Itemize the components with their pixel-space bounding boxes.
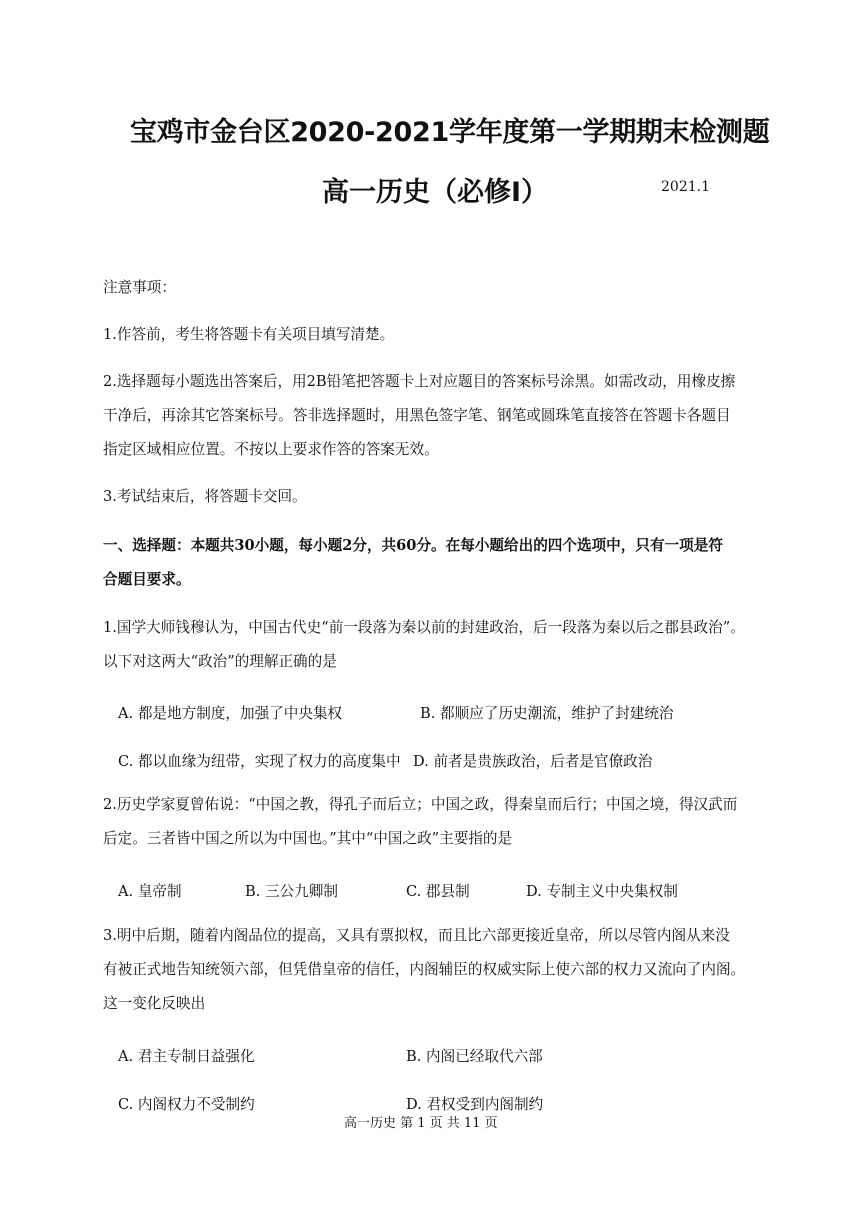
option-d: D. 前者是贵族政治，后者是官僚政治	[413, 753, 653, 770]
question-stem: 2.历史学家夏曾佑说：“中国之教，得孔子而后立；中国之政，得秦皇而后行；中国之境，得汉武而	[103, 796, 738, 813]
option-a: A. 皇帝制	[118, 883, 182, 900]
option-a: A. 都是地方制度，加强了中央集权	[118, 705, 343, 722]
option-b: B. 内阁已经取代六部	[406, 1048, 543, 1065]
option-c: C. 内阁权力不受制约	[118, 1096, 255, 1113]
exam-date: 2021.1	[661, 179, 710, 195]
option-b: B. 都顺应了历史潮流，维护了封建统治	[420, 705, 674, 722]
notice-heading: 注意事项：	[103, 279, 176, 296]
option-d: D. 君权受到内阁制约	[406, 1096, 544, 1113]
section-heading-cont: 合题目要求。	[103, 571, 191, 588]
option-c: C. 郡县制	[406, 883, 470, 900]
notice-item: 1.作答前，考生将答题卡有关项目填写清楚。	[103, 326, 395, 343]
section-heading: 一、选择题：本题共30小题，每小题2分，共60分。在每小题给出的四个选项中，只有一项是符	[103, 537, 723, 554]
option-c: C. 都以血缘为纽带，实现了权力的高度集中	[118, 753, 401, 770]
notice-item: 3.考试结束后，将答题卡交回。	[103, 488, 307, 505]
option-d: D. 专制主义中央集权制	[526, 883, 678, 900]
exam-title: 宝鸡市金台区2020-2021学年度第一学期期末检测题	[130, 117, 770, 148]
question-stem: 后定。三者皆中国之所以为中国也。”其中“中国之政”主要指的是	[103, 830, 513, 847]
question-stem: 3.明中后期，随着内阁品位的提高，又具有票拟权，而且比六部更接近皇帝，所以尽管内阁从来没	[103, 927, 730, 944]
notice-item: 指定区域相应位置。不按以上要求作答的答案无效。	[103, 441, 439, 458]
option-b: B. 三公九卿制	[245, 883, 338, 900]
exam-subtitle: 高一历史（必修Ⅰ）	[322, 177, 549, 208]
notice-item: 2.选择题每小题选出答案后，用2B铅笔把答题卡上对应题目的答案标号涂黑。如需改动，用橡皮擦	[103, 373, 736, 390]
question-stem: 以下对这两大“政治”的理解正确的是	[103, 653, 337, 670]
page-footer: 高一历史 第 1 页 共 11 页	[344, 1116, 498, 1131]
question-stem: 这一变化反映出	[103, 995, 206, 1012]
option-a: A. 君主专制日益强化	[118, 1048, 255, 1065]
question-stem: 有被正式地告知统领六部，但凭借皇帝的信任，内阁辅臣的权威实际上使六部的权力又流向了内阁。	[103, 961, 746, 978]
question-stem: 1.国学大师钱穆认为，中国古代史“前一段落为秦以前的封建政治，后一段落为秦以后之郡县政治”。	[103, 619, 745, 636]
notice-item: 干净后，再涂其它答案标号。答非选择题时，用黑色签字笔、钢笔或圆珠笔直接答在答题卡各题目	[103, 407, 731, 424]
